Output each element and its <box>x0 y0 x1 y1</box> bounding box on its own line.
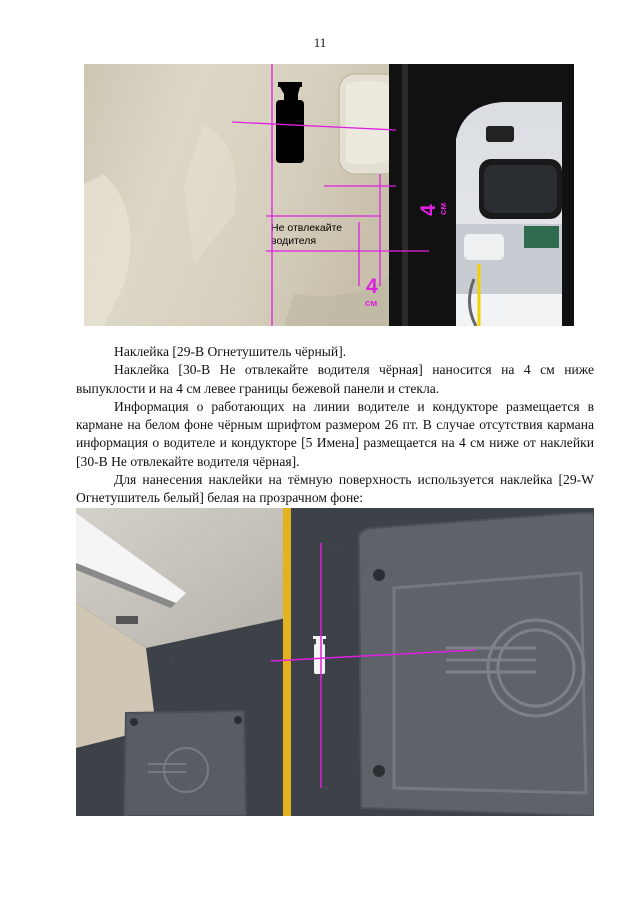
sticker-text-line1: Не отвлекайте <box>271 222 343 234</box>
body-text <box>76 343 594 508</box>
dim-horizontal-unit: см <box>438 202 449 215</box>
photo-beige-panel <box>84 64 574 326</box>
paragraph-2: Наклейка [30-B Не отвлекайте водителя чёрная] наносится на 4 см ниже выпуклости и на 4 см левее границы бежевой панели и стекла. <box>76 362 594 396</box>
dim-vertical-unit: см <box>365 298 378 309</box>
paragraph-1: Наклейка [29-B Огнетушитель чёрный]. <box>114 344 347 359</box>
dim-horizontal-value: 4 <box>417 204 440 216</box>
dim-vertical-value: 4 <box>366 275 378 298</box>
sticker-text-line2: водителя <box>271 235 317 247</box>
paragraph-3: Информация о работающих на линии водителе и кондукторе размещается в кармане на белом фоне чёрным шрифтом размером 26 пт. В случае отсутствия кармана информация о водителе и кондукторе [5 Имена] размещается на 4 см ниже от наклейки [30-B Не отвлекайте водителя чёрная]. <box>76 398 594 469</box>
paragraph-4: Для нанесения наклейки на тёмную поверхность используется наклейка [29-W Огнетушитель белый] белая на прозрачном фоне: <box>76 472 594 506</box>
photo-dark-panel <box>76 508 594 816</box>
page-number: 11 <box>313 35 327 50</box>
